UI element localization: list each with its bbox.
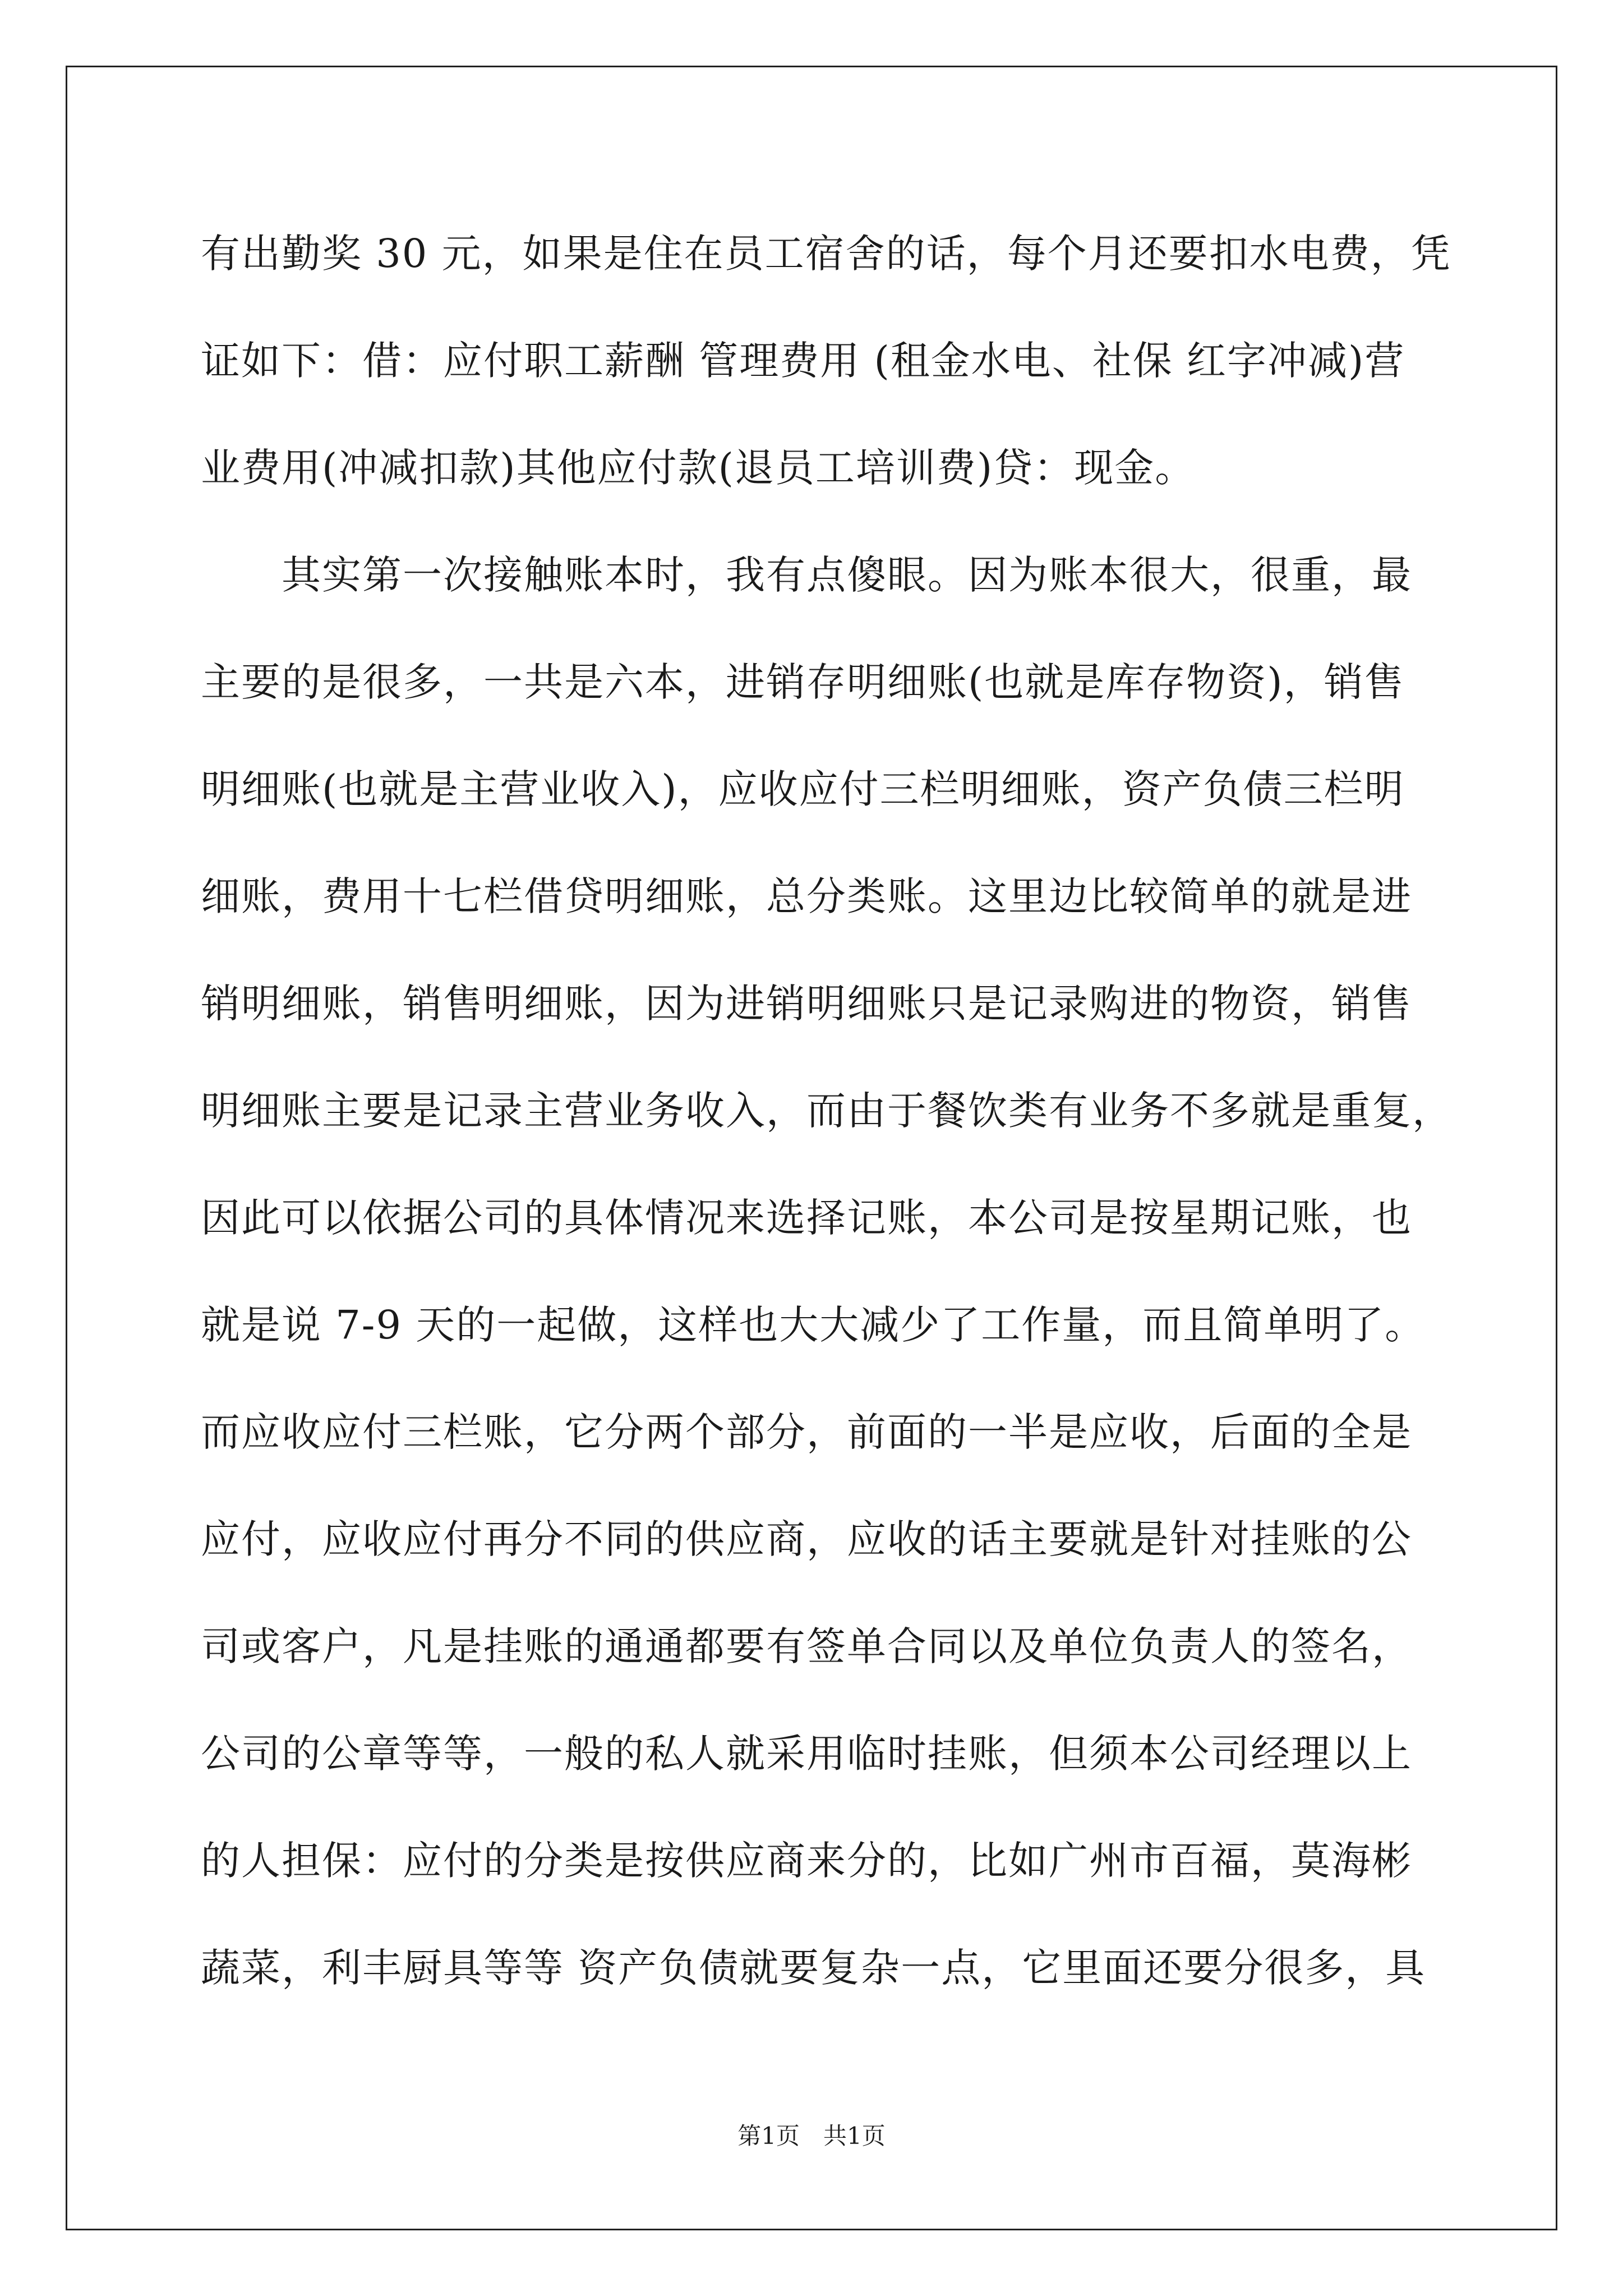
text-line: 销明细账，销售明细账，因为进销明细账只是记录购进的物资，销售 (201, 981, 1412, 1027)
text-line: 明细账主要是记录主营业务收入，而由于餐饮类有业务不多就是重复， (201, 1088, 1453, 1134)
text-line: 主要的是很多，一共是六本，进销存明细账(也就是库存物资)，销售 (201, 659, 1405, 705)
text-line: 就是说 7-9 天的一起做，这样也大大减少了工作量，而且简单明了。 (201, 1302, 1426, 1348)
text-line: 明细账(也就是主营业收入)，应收应付三栏明细账，资产负债三栏明 (201, 766, 1405, 812)
text-line: 应付，应收应付再分不同的供应商，应收的话主要就是针对挂账的公 (201, 1516, 1412, 1562)
text-line: 司或客户，凡是挂账的通通都要有签单合同以及单位负责人的签名， (201, 1623, 1412, 1669)
text-line: 蔬菜，利丰厨具等等 资产负债就要复杂一点，它里面还要分很多，具 (201, 1945, 1426, 1991)
text-line: 证如下：借：应付职工薪酬 管理费用 (租金水电、社保 红字冲减)营 (201, 338, 1405, 384)
text-line: 因此可以依据公司的具体情况来选择记账，本公司是按星期记账，也 (201, 1195, 1412, 1241)
text-line: 业费用(冲减扣款)其他应付款(退员工培训费)贷：现金。 (201, 445, 1196, 491)
text-line: 而应收应付三栏账，它分两个部分，前面的一半是应收，后面的全是 (201, 1409, 1412, 1455)
page-number-footer: 第1页 共1页 (737, 2122, 886, 2150)
text-line: 的人担保：应付的分类是按供应商来分的，比如广州市百福，莫海彬 (201, 1838, 1412, 1884)
text-line: 公司的公章等等，一般的私人就采用临时挂账，但须本公司经理以上 (201, 1731, 1412, 1777)
text-line: 其实第一次接触账本时，我有点傻眼。因为账本很大，很重，最 (201, 552, 1412, 598)
text-line: 细账，费用十七栏借贷明细账，总分类账。这里边比较简单的就是进 (201, 873, 1412, 919)
text-line: 有出勤奖 30 元，如果是住在员工宿舍的话，每个月还要扣水电费，凭 (201, 231, 1451, 277)
